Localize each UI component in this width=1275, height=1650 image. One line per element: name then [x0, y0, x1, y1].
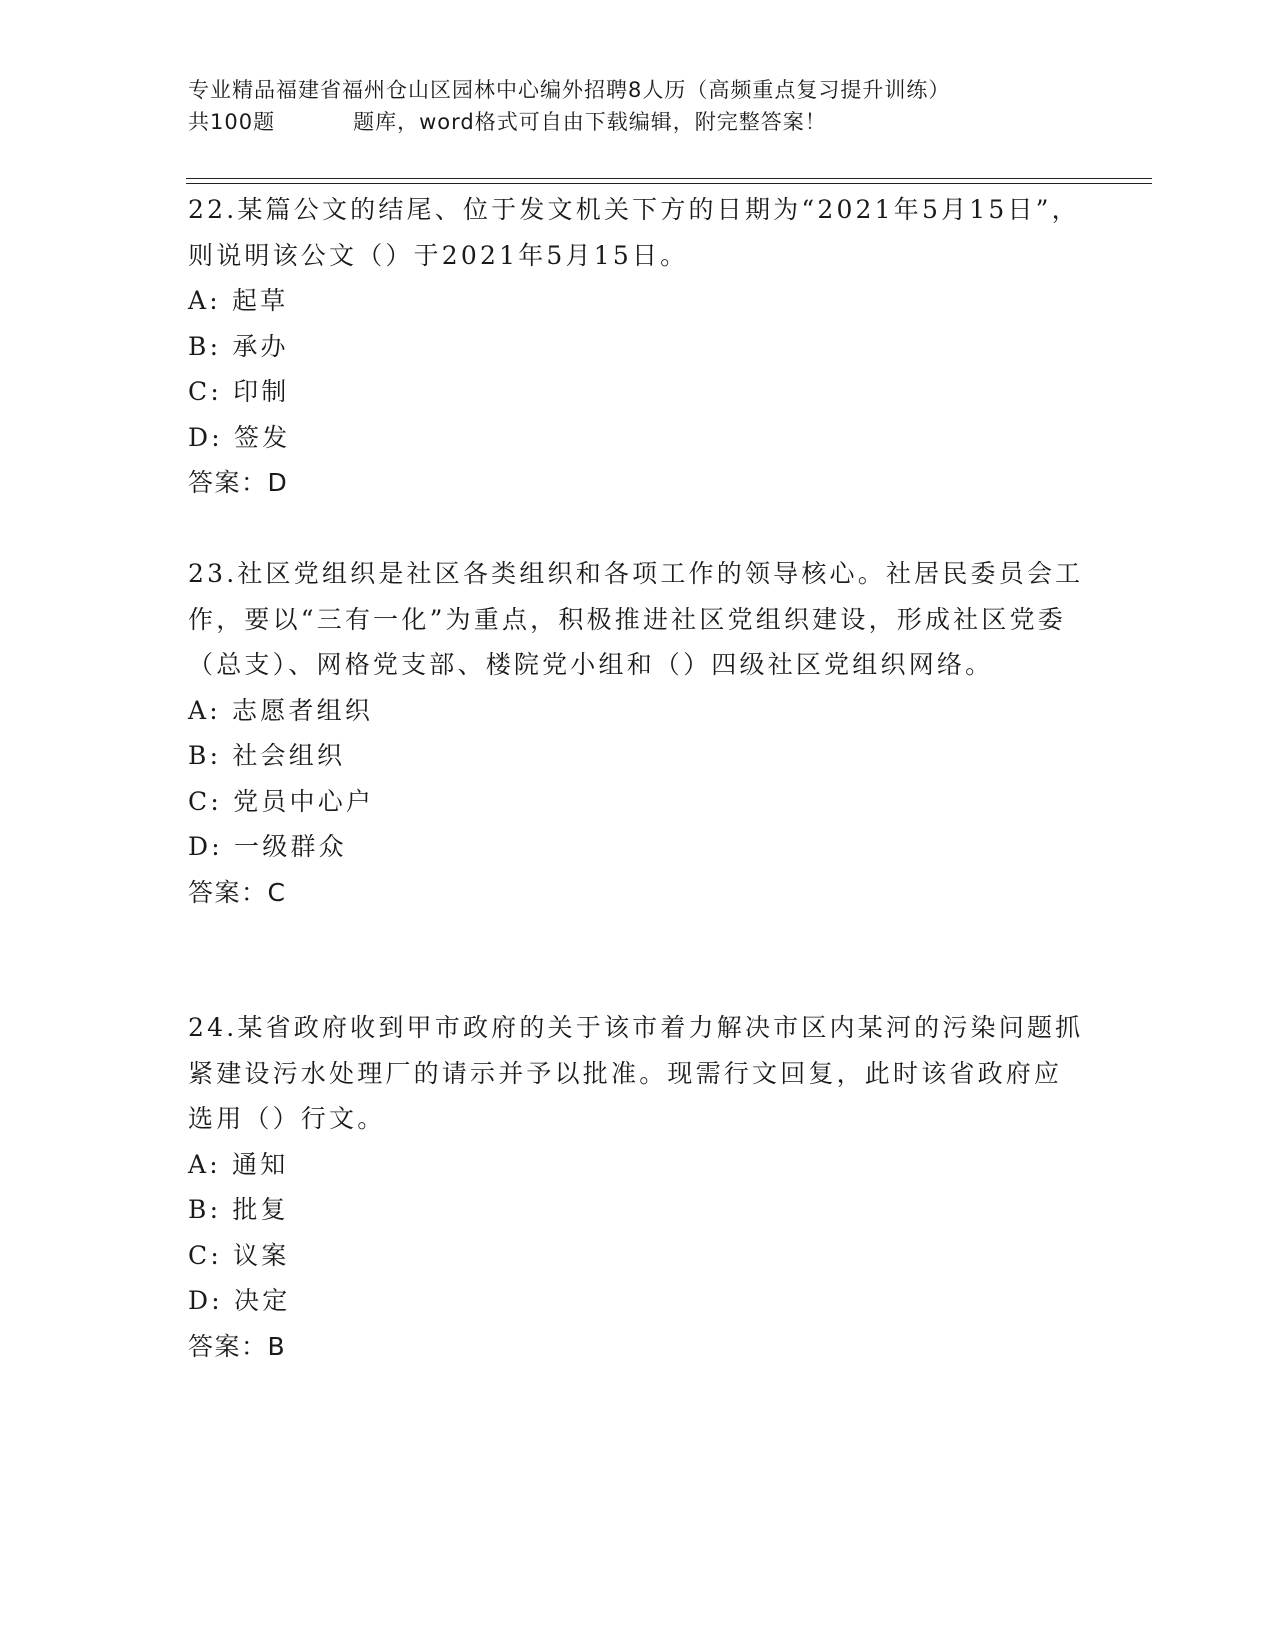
download-note: 题库，word格式可自由下载编辑，附完整答案！ — [353, 110, 827, 134]
question-stem: 24.某省政府收到甲市政府的关于该市着力解决市区内某河的污染问题抓紧建设污水处理厂的请示并予以批准。现需行文回复，此时该省政府应选用（）行文。 — [188, 1013, 1084, 1133]
option-d: D: 一级群众 — [188, 832, 347, 861]
option-d: D: 决定 — [188, 1286, 291, 1315]
option-c: C: 党员中心户 — [188, 786, 375, 816]
document-subtitle — [188, 106, 1088, 138]
option-a: A: 志愿者组织 — [188, 695, 374, 725]
document-header — [188, 74, 1088, 138]
option-b: B: 承办 — [188, 331, 289, 361]
option-d: D: 签发 — [188, 422, 291, 452]
question-23 — [188, 551, 1088, 915]
option-a: A: 通知 — [188, 1149, 289, 1179]
header-divider-bottom — [186, 183, 1152, 184]
option-b: B: 社会组织 — [188, 741, 346, 770]
answer: 答案：B — [188, 1331, 287, 1361]
answer: 答案：D — [188, 468, 289, 497]
document-title: 专业精品福建省福州仓山区园林中心编外招聘8人历（高频重点复习提升训练） — [188, 78, 951, 102]
option-b: B: 批复 — [188, 1195, 289, 1224]
option-a: A: 起草 — [188, 286, 289, 315]
answer: 答案：C — [188, 877, 287, 907]
header-divider-top — [186, 178, 1152, 179]
question-count: 共100题 — [188, 110, 276, 134]
question-22 — [188, 187, 1088, 506]
question-stem: 23.社区党组织是社区各类组织和各项工作的领导核心。社居民委员会工作，要以“三有一化”为重点，积极推进社区党组织建设，形成社区党委（总支）、网格党支部、楼院党小组和（）四级社区党组织网络。 — [188, 559, 1084, 679]
question-stem: 22.某篇公文的结尾、位于发文机关下方的日期为“2021年5月15日”，则说明该公文（）于2021年5月15日。 — [188, 195, 1080, 270]
question-24 — [188, 1005, 1088, 1369]
option-c: C: 议案 — [188, 1240, 290, 1270]
option-c: C: 印制 — [188, 377, 290, 406]
